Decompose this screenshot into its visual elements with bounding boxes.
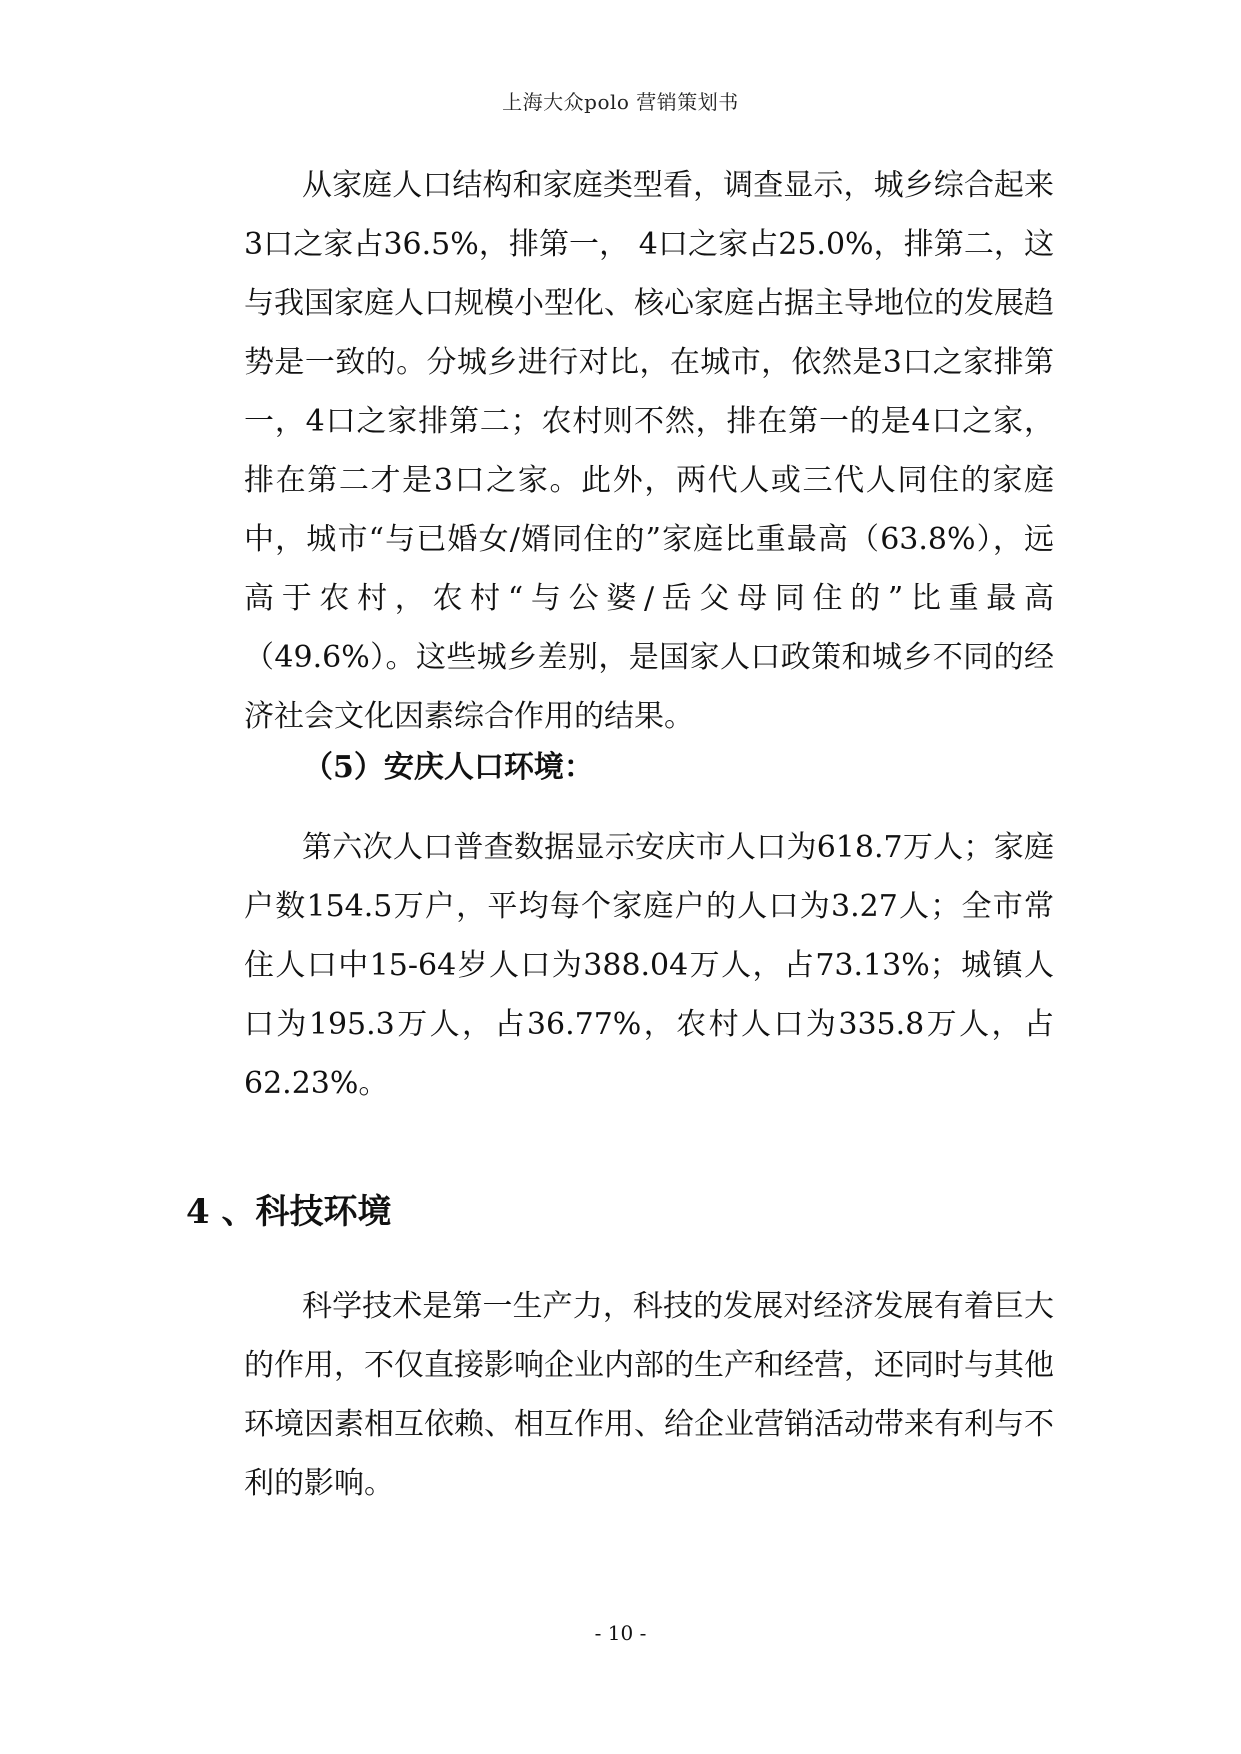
paragraph-census-data (244, 818, 1054, 1113)
subheading-anqing-population: （5）安庆人口环境： (303, 750, 594, 785)
paragraph-text: 第六次人口普查数据显示安庆市人口为618.7万人；家庭户数154.5万户，平均每个家庭户的人口为3.27人；全市常住人口中15-64岁人口为388.04万人，占73.13%；城镇人口为195.3万人，占36.77%，农村人口为335.8万人，占62.23%。 (244, 830, 1054, 1101)
paragraph-text: 科学技术是第一生产力，科技的发展对经济发展有着巨大的作用，不仅直接影响企业内部的生产和经营，还同时与其他环境因素相互依赖、相互作用、给企业营销活动带来有利与不利的影响。 (244, 1289, 1054, 1501)
paragraph-technology (244, 1277, 1054, 1513)
page-number: - 10 - (594, 1621, 647, 1645)
section-title-technology: 4 、科技环境 (186, 1192, 392, 1232)
paragraph-family-structure (244, 156, 1054, 746)
page-header: 上海大众polo 营销策划书 (502, 90, 739, 114)
paragraph-text: 从家庭人口结构和家庭类型看，调查显示，城乡综合起来3口之家占36.5%，排第一， 4口之家占25.0%，排第二，这与我国家庭人口规模小型化、核心家庭占据主导地位的发展趋势是一致的。分城乡进行对比，在城市，依然是3口之家排第一，4口之家排第二；农村则不然，排在第一的是4口之家，排在第二才是3口之家。此外，两代人或三代人同住的家庭中，城市“与已婚女/婿同住的”家庭比重最高（63.8%），远高于农村，农村“与公婆/岳父母同住的”比重最高（49.6%）。这些城乡差别，是国家人口政策和城乡不同的经济社会文化因素综合作用的结果。 (244, 168, 1054, 734)
